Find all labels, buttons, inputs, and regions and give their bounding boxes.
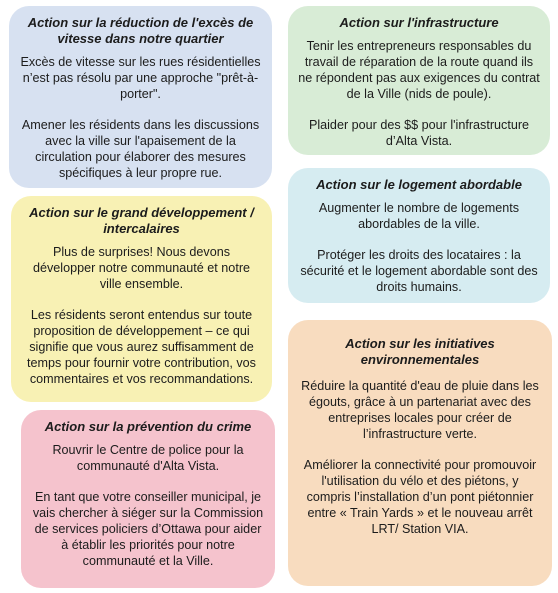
infrastructure-paragraph-1: Tenir les entrepreneurs responsables du travail de réparation de la route quand ils ne répondent pas aux exigences du contrat de la Ville (nids de poule). bbox=[298, 39, 540, 101]
environment-paragraph-2: Améliorer la connectivité pour promouvoir l'utilisation du vélo et des piétons, y compris l’installation d’un pont piétonnier entre « Train Yards » et le nouveau arrêt LRT/ Station VIA. bbox=[303, 458, 537, 536]
environment-card bbox=[288, 320, 552, 586]
housing-title: Action sur le logement abordable bbox=[316, 177, 522, 192]
housing-card bbox=[288, 168, 550, 303]
housing-paragraph-2: Protéger les droits des locataires : la sécurité et le logement abordable sont des droits humains. bbox=[300, 248, 538, 294]
development-paragraph-2: Les résidents seront entendus sur toute proposition de développement – ce qui signifie que vous aurez suffisamment de temps pour fournir votre contribution, vos commentaires et vos recommandations. bbox=[27, 308, 256, 386]
environment-title: Action sur les initiatives environnementales bbox=[345, 336, 495, 367]
speeding-paragraph-2: Amener les résidents dans les discussions avec la ville sur l'apaisement de la circulation pour élaborer des mesures spécifiques à leur propre rue. bbox=[21, 118, 260, 180]
development-card bbox=[11, 196, 272, 402]
development-paragraph-1: Plus de surprises! Nous devons développer notre communauté et notre ville ensemble. bbox=[32, 245, 251, 291]
infrastructure-card bbox=[288, 6, 550, 155]
crime-prevention-card bbox=[21, 410, 275, 588]
infrastructure-title: Action sur l'infrastructure bbox=[339, 15, 499, 30]
crime-paragraph-2: En tant que votre conseiller municipal, je vais chercher à siéger sur la Commission de services policiers d’Ottawa pour aider à établir les priorités pour notre communauté et la Ville. bbox=[32, 490, 264, 568]
crime-title: Action sur la prévention du crime bbox=[44, 419, 252, 434]
speeding-card bbox=[9, 6, 272, 188]
development-title: Action sur le grand développement / intercalaires bbox=[29, 205, 254, 236]
speeding-title: Action sur la réduction de l'excès de vitesse dans notre quartier bbox=[27, 15, 254, 46]
housing-paragraph-1: Augmenter le nombre de logements abordables de la ville. bbox=[318, 201, 520, 231]
environment-paragraph-1: Réduire la quantité d'eau de pluie dans les égouts, grâce à un partenariat avec des entreprises locales pour créer de l’infrastructure verte. bbox=[301, 379, 539, 441]
speeding-paragraph-1: Excès de vitesse sur les rues résidentielles n’est pas résolu par une approche "prêt-à-porter". bbox=[20, 55, 261, 101]
crime-paragraph-1: Rouvrir le Centre de police pour la communauté d'Alta Vista. bbox=[52, 443, 244, 473]
infrastructure-paragraph-2: Plaider pour des $$ pour l'infrastructure d’Alta Vista. bbox=[308, 118, 530, 148]
